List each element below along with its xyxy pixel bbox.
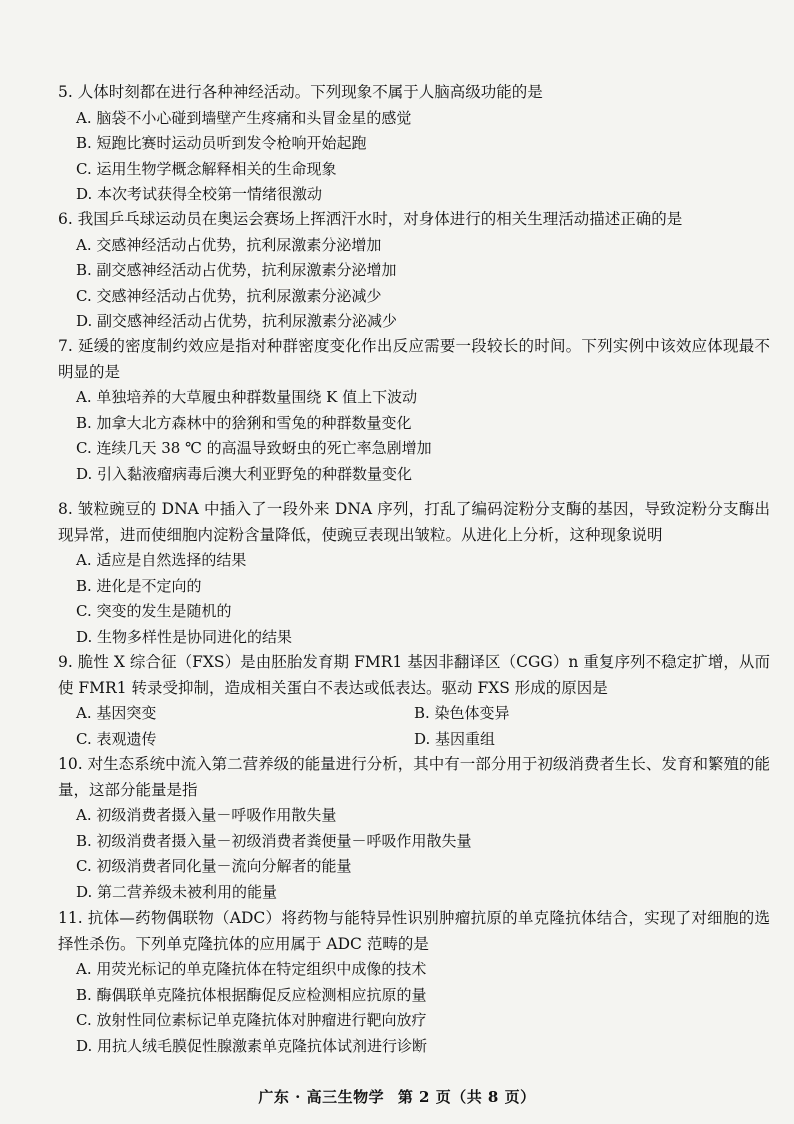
- option-d: D. 第二营养级未被利用的能量: [76, 882, 278, 901]
- option-a: A. 基因突变: [76, 704, 157, 722]
- option-d: D. 基因重组: [414, 729, 496, 748]
- option-c: C. 表观遗传: [76, 729, 157, 748]
- question-stem: 9. 脆性 X 综合征（FXS）是由胚胎发育期 FMR1 基因非翻译区（CGG）n 重复序列不稳定扩增，从而使 FMR1 转录受抑制，造成相关蛋白不表达或低表达。驱动 FXS 形成的原因是: [58, 653, 770, 697]
- option-a: A. 适应是自然选择的结果: [76, 551, 247, 569]
- options-row-2: [58, 727, 770, 753]
- option-a: A. 用荧光标记的单克隆抗体在特定组织中成像的技术: [76, 960, 427, 978]
- option-a: A. 脑袋不小心碰到墙壁产生疼痛和头冒金星的感觉: [76, 108, 412, 127]
- option-b: B. 加拿大北方森林中的猞猁和雪兔的种群数量变化: [76, 413, 412, 432]
- question-stem: 11. 抗体—药物偶联物（ADC）将药物与能特异性识别肿瘤抗原的单克隆抗体结合，实现了对细胞的选择性杀伤。下列单克隆抗体的应用属于 ADC 范畴的是: [58, 909, 770, 953]
- option-a: A. 交感神经活动占优势，抗利尿激素分泌增加: [76, 235, 382, 254]
- option-d: D. 引入黏液瘤病毒后澳大利亚野兔的种群数量变化: [76, 464, 413, 483]
- option-d: D. 生物多样性是协同进化的结果: [76, 627, 293, 646]
- question-8: [58, 497, 770, 650]
- question-9: [58, 650, 770, 752]
- question-5: [58, 80, 770, 208]
- option-d: D. 本次考试获得全校第一情绪很激动: [76, 185, 323, 203]
- question-stem: 6. 我国乒乓球运动员在奥运会赛场上挥洒汗水时，对身体进行的相关生理活动描述正确的是: [58, 210, 683, 228]
- question-6: [58, 207, 770, 335]
- question-7: [58, 334, 770, 487]
- question-11: [58, 906, 770, 1059]
- option-b: B. 酶偶联单克隆抗体根据酶促反应检测相应抗原的量: [76, 985, 427, 1004]
- option-c: C. 放射性同位素标记单克隆抗体对肿瘤进行靶向放疗: [76, 1011, 427, 1029]
- option-c: C. 交感神经活动占优势，抗利尿激素分泌减少: [76, 286, 382, 305]
- option-b: B. 初级消费者摄入量－初级消费者粪便量－呼吸作用散失量: [76, 831, 472, 850]
- option-a: A. 单独培养的大草履虫种群数量围绕 K 值上下波动: [76, 388, 418, 406]
- question-stem: 10. 对生态系统中流入第二营养级的能量进行分析，其中有一部分用于初级消费者生长、发育和繁殖的能量，这部分能量是指: [58, 755, 770, 799]
- option-b: B. 染色体变异: [414, 704, 510, 722]
- option-b: B. 进化是不定向的: [76, 576, 202, 595]
- option-c: C. 初级消费者同化量－流向分解者的能量: [76, 857, 352, 875]
- option-c: C. 突变的发生是随机的: [76, 602, 232, 620]
- option-d: D. 用抗人绒毛膜促性腺激素单克隆抗体试剂进行诊断: [76, 1036, 428, 1055]
- footer-page-number: 第 2 页（共 8 页）: [397, 1088, 536, 1106]
- question-stem: 8. 皱粒豌豆的 DNA 中插入了一段外来 DNA 序列，打乱了编码淀粉分支酶的基因，导致淀粉分支酶出现异常，进而使细胞内淀粉含量降低，使豌豆表现出皱粒。从进化上分析，这种现象说明: [58, 500, 770, 544]
- option-b: B. 短跑比赛时运动员听到发令枪响开始起跑: [76, 134, 367, 152]
- page-footer: [0, 1086, 794, 1107]
- option-b: B. 副交感神经活动占优势，抗利尿激素分泌增加: [76, 261, 397, 279]
- options-row-1: [58, 701, 770, 727]
- option-c: C. 运用生物学概念解释相关的生命现象: [76, 159, 337, 178]
- option-c: C. 连续几天 38 ℃ 的高温导致蚜虫的死亡率急剧增加: [76, 439, 432, 457]
- footer-subject: 广东 · 高三生物学: [258, 1088, 385, 1106]
- option-a: A. 初级消费者摄入量－呼吸作用散失量: [76, 806, 337, 824]
- question-stem: 7. 延缓的密度制约效应是指对种群密度变化作出反应需要一段较长的时间。下列实例中该效应体现最不明显的是: [58, 337, 770, 381]
- question-10: [58, 752, 770, 905]
- question-stem: 5. 人体时刻都在进行各种神经活动。下列现象不属于人脑高级功能的是: [58, 83, 543, 101]
- option-d: D. 副交感神经活动占优势，抗利尿激素分泌减少: [76, 312, 398, 330]
